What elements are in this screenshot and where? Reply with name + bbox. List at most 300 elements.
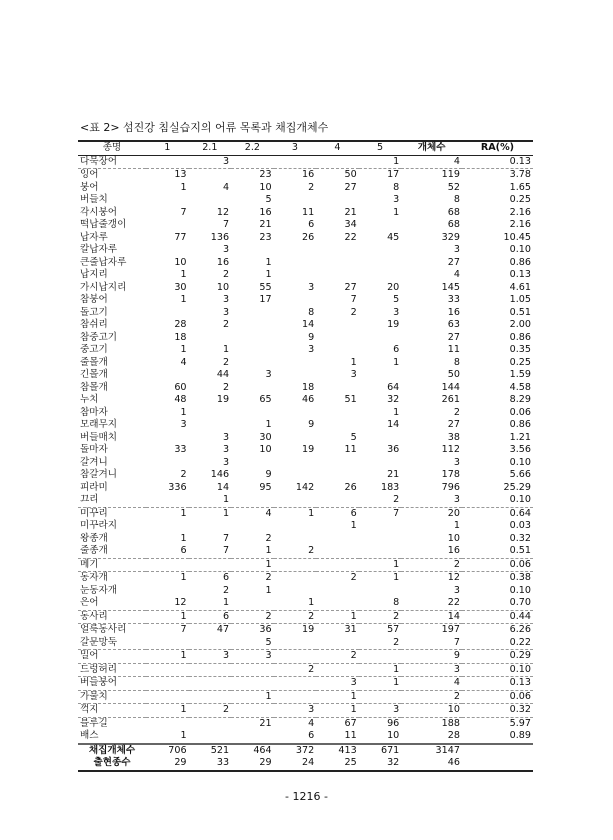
- cell-value: 3: [453, 456, 460, 468]
- species-name: 참갈겨니: [80, 469, 118, 481]
- species-name: 칼납자루: [80, 244, 118, 256]
- cell-value: 2: [222, 356, 230, 368]
- table-row: [78, 419, 533, 432]
- cell-value: 2.16: [509, 206, 531, 218]
- cell-value: 4: [222, 181, 230, 193]
- species-name: 끄리: [78, 494, 146, 507]
- species-name: 출현종수: [93, 757, 131, 769]
- species-name: 메기: [78, 558, 146, 572]
- table-row: [78, 282, 533, 295]
- cell-value: [146, 155, 189, 169]
- species-name: 붕어: [80, 181, 99, 193]
- cell-value: 8: [308, 306, 315, 318]
- table-row: [78, 650, 533, 664]
- cell-value: 1: [146, 650, 189, 664]
- cell-value: 2: [359, 637, 402, 650]
- table-row: [78, 558, 533, 572]
- cell-value: 3: [222, 444, 230, 456]
- cell-value: 12: [447, 572, 460, 584]
- cell-value: 8: [393, 181, 400, 193]
- species-name: 밀어: [78, 650, 146, 664]
- cell-value: 3.78: [509, 169, 531, 181]
- column-header: 3: [291, 142, 298, 154]
- cell-value: 0.13: [462, 677, 533, 691]
- cell-value: 2: [265, 572, 272, 584]
- cell-value: [316, 419, 359, 432]
- cell-value: [274, 677, 317, 691]
- cell-value: 178: [441, 469, 460, 481]
- table-row: [78, 394, 533, 407]
- cell-value: [274, 469, 317, 482]
- cell-value: [359, 432, 402, 445]
- cell-value: 3: [359, 704, 402, 718]
- cell-value: 2: [359, 610, 402, 624]
- cell-value: [231, 520, 274, 533]
- cell-value: 2: [308, 181, 315, 193]
- cell-value: [231, 357, 274, 370]
- column-header: RA(%): [480, 142, 515, 154]
- cell-value: 1: [274, 597, 317, 610]
- cell-value: 0.10: [509, 244, 531, 256]
- cell-value: 3: [222, 294, 230, 306]
- cell-value: 1: [180, 406, 187, 418]
- table-row: [78, 717, 533, 730]
- cell-value: 0.51: [509, 306, 531, 318]
- cell-value: 5: [265, 194, 272, 206]
- cell-value: [189, 332, 232, 345]
- table-row: [78, 382, 533, 395]
- cell-value: 10: [259, 444, 272, 456]
- cell-value: 33: [447, 294, 460, 306]
- cell-value: 6: [189, 610, 232, 624]
- cell-value: 8.29: [509, 394, 531, 406]
- cell-value: 50: [447, 369, 460, 381]
- cell-value: 1: [180, 572, 187, 584]
- cell-value: [274, 650, 317, 664]
- cell-value: [231, 494, 274, 507]
- cell-value: [316, 257, 359, 270]
- cell-value: [316, 319, 359, 332]
- cell-value: 2.00: [509, 319, 531, 331]
- cell-value: 1: [393, 406, 400, 418]
- cell-value: 14: [387, 419, 400, 431]
- cell-value: 20: [447, 507, 460, 519]
- cell-value: 2: [189, 704, 232, 718]
- table-row: [78, 520, 533, 533]
- cell-value: [146, 194, 189, 207]
- cell-value: [274, 269, 317, 282]
- cell-value: [359, 257, 402, 270]
- cell-value: 0.32: [509, 532, 531, 544]
- cell-value: 28: [174, 319, 187, 331]
- cell-value: [189, 690, 232, 704]
- table-row: [78, 432, 533, 445]
- cell-value: 7: [189, 545, 232, 558]
- cell-value: 4: [180, 356, 187, 368]
- cell-value: 10: [174, 256, 187, 268]
- cell-value: 796: [441, 481, 460, 493]
- cell-value: [231, 319, 274, 332]
- cell-value: 9: [265, 469, 272, 481]
- cell-value: 30: [259, 431, 272, 443]
- cell-value: 145: [441, 281, 460, 293]
- cell-value: 3: [453, 244, 460, 256]
- cell-value: 3: [222, 244, 230, 256]
- cell-value: [231, 730, 274, 744]
- cell-value: [316, 585, 359, 598]
- cell-value: 1: [146, 610, 189, 624]
- cell-value: [231, 244, 274, 257]
- table-row: [78, 637, 533, 650]
- table-row: [78, 704, 533, 718]
- cell-value: 3: [308, 344, 315, 356]
- cell-value: [189, 419, 232, 432]
- table-row: [78, 207, 533, 220]
- cell-value: 5: [231, 637, 274, 650]
- cell-value: [316, 382, 359, 395]
- cell-value: 2: [401, 690, 462, 704]
- cell-value: 1: [222, 344, 230, 356]
- cell-value: 8: [453, 194, 460, 206]
- cell-value: [231, 663, 274, 677]
- cell-value: 0.10: [509, 584, 531, 596]
- table-row: [78, 482, 533, 495]
- species-name: 갈문망둑: [78, 637, 146, 650]
- cell-value: 3: [189, 650, 232, 664]
- cell-value: 4: [308, 717, 315, 729]
- species-name: 블루길: [80, 717, 108, 729]
- cell-value: 706: [168, 744, 187, 756]
- cell-value: 1: [146, 704, 189, 718]
- cell-value: 8: [453, 356, 460, 368]
- cell-value: [189, 520, 232, 533]
- table-row: [78, 307, 533, 320]
- cell-value: 6: [146, 545, 189, 558]
- cell-value: 10: [259, 181, 272, 193]
- cell-value: [359, 369, 402, 382]
- cell-value: 2: [274, 610, 317, 624]
- cell-value: 3: [350, 369, 357, 381]
- cell-value: 3: [222, 306, 230, 318]
- cell-value: 183: [380, 481, 400, 493]
- species-name: 피라미: [80, 481, 108, 493]
- cell-value: 0.25: [509, 194, 531, 206]
- species-name: 버들매치: [80, 431, 118, 443]
- page-number: - 1216 -: [285, 790, 328, 803]
- cell-value: [231, 597, 274, 610]
- cell-value: 10.45: [503, 231, 531, 243]
- cell-value: [359, 332, 402, 345]
- cell-value: 17: [387, 169, 400, 181]
- cell-value: 3: [180, 419, 187, 431]
- cell-value: 55: [259, 281, 272, 293]
- table-row: [78, 730, 533, 744]
- cell-value: 10: [401, 704, 462, 718]
- cell-value: 1: [189, 494, 232, 507]
- cell-value: 3: [189, 155, 232, 169]
- cell-value: 1: [265, 269, 272, 281]
- cell-value: 11: [344, 444, 357, 456]
- cell-value: [316, 545, 359, 558]
- cell-value: 7: [393, 507, 400, 519]
- cell-value: 4: [401, 677, 462, 691]
- cell-value: 1: [265, 256, 272, 268]
- cell-value: 5.66: [509, 469, 531, 481]
- cell-value: [189, 558, 232, 572]
- cell-value: [189, 637, 232, 650]
- cell-value: 0.86: [509, 256, 531, 268]
- cell-value: 1: [146, 730, 189, 744]
- cell-value: [146, 637, 189, 650]
- cell-value: 32: [387, 757, 400, 769]
- cell-value: 1: [316, 610, 359, 624]
- cell-value: [189, 730, 232, 744]
- cell-value: [316, 637, 359, 650]
- cell-value: 29: [259, 757, 272, 769]
- cell-value: 38: [447, 431, 460, 443]
- cell-value: 16: [259, 206, 272, 218]
- cell-value: 16: [216, 256, 230, 268]
- cell-value: [359, 690, 402, 704]
- cell-value: 7: [401, 637, 462, 650]
- cell-value: [189, 663, 232, 677]
- cell-value: 18: [174, 331, 187, 343]
- cell-value: [189, 407, 232, 420]
- cell-value: 0.03: [509, 520, 531, 532]
- table-header-row: [78, 141, 533, 155]
- cell-value: 68: [447, 219, 460, 231]
- cell-value: 671: [380, 744, 400, 756]
- table-row: [78, 257, 533, 270]
- cell-value: 3: [401, 494, 462, 507]
- cell-value: 27: [447, 331, 460, 343]
- cell-value: 4.58: [509, 381, 531, 393]
- cell-value: [146, 494, 189, 507]
- cell-value: [146, 558, 189, 572]
- species-name: 버들붕어: [78, 677, 146, 691]
- cell-value: 2: [350, 306, 357, 318]
- column-header: 4: [334, 142, 341, 154]
- cell-value: [316, 469, 359, 482]
- cell-value: 28: [401, 730, 462, 744]
- cell-value: 14: [401, 610, 462, 624]
- cell-value: 6: [308, 219, 315, 231]
- cell-value: 3.56: [509, 444, 531, 456]
- cell-value: 0.22: [462, 637, 533, 650]
- cell-value: 32: [387, 394, 400, 406]
- species-name: 줄몰개: [80, 356, 108, 368]
- cell-value: [146, 717, 189, 730]
- cell-value: [231, 407, 274, 420]
- cell-value: [359, 269, 402, 282]
- table-row: [78, 677, 533, 691]
- table-title: <표 2> 섬진강 침실습지의 어류 목록과 채집개체수: [80, 121, 329, 134]
- cell-value: 6: [274, 730, 317, 744]
- cell-value: 2: [231, 610, 274, 624]
- cell-value: [231, 457, 274, 470]
- cell-value: 20: [387, 281, 400, 293]
- cell-value: [274, 690, 317, 704]
- cell-value: 2: [350, 572, 357, 584]
- species-name: 다묵장어: [78, 155, 146, 169]
- table-row: [78, 357, 533, 370]
- cell-value: 96: [387, 717, 400, 729]
- cell-value: 1: [231, 558, 274, 572]
- cell-value: [231, 155, 274, 169]
- table-row: [78, 585, 533, 598]
- cell-value: 1: [180, 532, 187, 544]
- cell-value: 1: [359, 155, 402, 169]
- cell-value: 7: [350, 294, 357, 306]
- species-name: 돌고기: [80, 306, 108, 318]
- cell-value: 12: [146, 597, 189, 610]
- cell-value: 11: [316, 730, 359, 744]
- cell-value: [146, 369, 189, 382]
- table-row: [78, 663, 533, 677]
- cell-value: 7: [222, 219, 230, 231]
- cell-value: 27: [344, 181, 357, 193]
- cell-value: [462, 744, 533, 758]
- cell-value: 50: [344, 169, 357, 181]
- cell-value: 1: [265, 584, 272, 596]
- cell-value: 64: [387, 381, 400, 393]
- cell-value: 1: [316, 704, 359, 718]
- cell-value: [316, 457, 359, 470]
- cell-value: 261: [441, 394, 460, 406]
- cell-value: 3147: [435, 744, 460, 756]
- cell-value: 51: [344, 394, 357, 406]
- species-name: 배스: [78, 730, 146, 744]
- cell-value: [274, 294, 317, 307]
- cell-value: [316, 494, 359, 507]
- column-header: 1: [164, 142, 171, 154]
- cell-value: 0.38: [509, 572, 531, 584]
- cell-value: 10: [447, 532, 460, 544]
- cell-value: 0.13: [509, 269, 531, 281]
- cell-value: [189, 677, 232, 691]
- cell-value: 19: [216, 394, 230, 406]
- cell-value: 464: [253, 744, 272, 756]
- cell-value: 16: [447, 306, 460, 318]
- cell-value: 3: [401, 663, 462, 677]
- cell-value: [274, 357, 317, 370]
- cell-value: 2: [222, 381, 230, 393]
- cell-value: 2.16: [509, 219, 531, 231]
- cell-value: [231, 332, 274, 345]
- cell-value: 33: [216, 757, 230, 769]
- cell-value: [189, 169, 232, 182]
- cell-value: 1: [316, 690, 359, 704]
- cell-value: 14: [216, 481, 230, 493]
- cell-value: [359, 244, 402, 257]
- cell-value: 5: [393, 294, 400, 306]
- cell-value: [274, 494, 317, 507]
- species-name: 돌마자: [80, 444, 108, 456]
- cell-value: 7: [222, 532, 230, 544]
- cell-value: [316, 597, 359, 610]
- species-name: 참몰개: [80, 381, 108, 393]
- cell-value: 23: [259, 231, 272, 243]
- cell-value: [146, 663, 189, 677]
- cell-value: 7: [180, 624, 187, 636]
- table-row: [78, 232, 533, 245]
- species-name: 가물치: [78, 690, 146, 704]
- cell-value: 4: [401, 155, 462, 169]
- cell-value: 2: [274, 663, 317, 677]
- cell-value: 3: [393, 306, 400, 318]
- table-row: [78, 182, 533, 195]
- table-row: [78, 244, 533, 257]
- cell-value: [359, 520, 402, 533]
- cell-value: 0.13: [462, 155, 533, 169]
- cell-value: [146, 307, 189, 320]
- cell-value: 0.06: [509, 406, 531, 418]
- table-row: [78, 744, 533, 758]
- cell-value: 0.10: [509, 456, 531, 468]
- cell-value: 10: [359, 730, 402, 744]
- cell-value: 27: [447, 256, 460, 268]
- cell-value: 21: [259, 717, 272, 729]
- cell-value: [231, 704, 274, 718]
- cell-value: 63: [447, 319, 460, 331]
- cell-value: 4: [265, 507, 272, 519]
- cell-value: 34: [344, 219, 357, 231]
- cell-value: 1: [180, 269, 187, 281]
- table-row: [78, 610, 533, 624]
- cell-value: 1: [453, 520, 460, 532]
- species-name: 납자루: [80, 231, 108, 243]
- cell-value: 521: [210, 744, 230, 756]
- cell-value: 44: [216, 369, 230, 381]
- cell-value: 23: [259, 169, 272, 181]
- cell-value: 6: [393, 344, 400, 356]
- cell-value: [189, 717, 232, 730]
- cell-value: 2: [359, 494, 402, 507]
- cell-value: 11: [301, 206, 315, 218]
- cell-value: 67: [344, 717, 357, 729]
- cell-value: 1: [359, 558, 402, 572]
- species-name: 줄종개: [78, 545, 146, 558]
- cell-value: 9: [308, 331, 315, 343]
- species-name: 은어: [78, 597, 146, 610]
- cell-value: [359, 457, 402, 470]
- species-name: 동자개: [80, 572, 108, 584]
- cell-value: 2: [316, 650, 359, 664]
- cell-value: 144: [441, 381, 460, 393]
- cell-value: 22: [344, 231, 357, 243]
- cell-value: 36: [259, 624, 272, 636]
- cell-value: [359, 650, 402, 664]
- table-row: [78, 624, 533, 637]
- table-row: [78, 469, 533, 482]
- cell-value: 11: [447, 344, 460, 356]
- cell-value: 2: [401, 558, 462, 572]
- cell-value: [274, 244, 317, 257]
- cell-value: 1: [231, 690, 274, 704]
- cell-value: 1: [265, 419, 272, 431]
- cell-value: [274, 572, 317, 585]
- cell-value: 1.59: [509, 369, 531, 381]
- cell-value: 1.05: [509, 294, 531, 306]
- cell-value: 21: [387, 469, 400, 481]
- cell-value: 0.10: [462, 663, 533, 677]
- cell-value: 25: [344, 757, 357, 769]
- cell-value: 46: [301, 394, 315, 406]
- species-name: 모래무지: [80, 419, 118, 431]
- cell-value: 1: [350, 520, 357, 532]
- cell-value: [274, 558, 317, 572]
- cell-value: 16: [301, 169, 315, 181]
